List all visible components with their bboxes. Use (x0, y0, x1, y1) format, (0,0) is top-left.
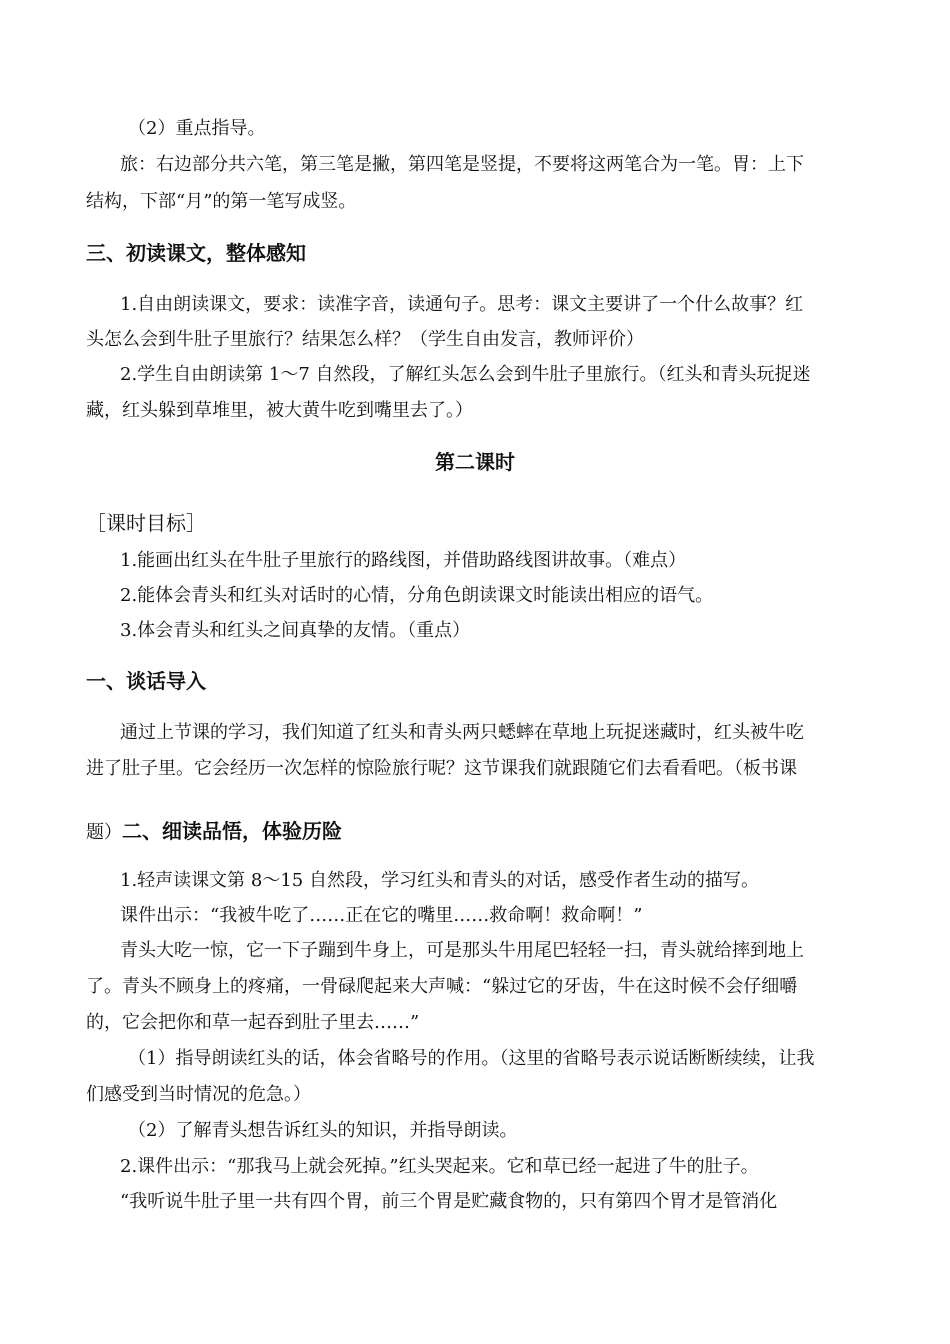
paragraph-line: 通过上节课的学习，我们知道了红头和青头两只蟋蟀在草地上玩捉迷藏时，红头被牛吃 (120, 722, 804, 743)
goals-title: ［课时目标］ (86, 511, 206, 535)
paragraph-line: 2.课件出示：“那我马上就会死掉。”红头哭起来。它和草已经一起进了牛的肚子。 (120, 1156, 759, 1177)
section-heading: 二、细读品悟，体验历险 (122, 819, 342, 843)
paragraph-line: 旅：右边部分共六笔，第三笔是撇，第四笔是竖提，不要将这两笔合为一笔。胃：上下 (120, 154, 804, 175)
paragraph-line: （2）了解青头想告诉红头的知识，并指导朗读。 (128, 1120, 518, 1141)
paragraph-line: 1.轻声读课文第 8～15 自然段，学习红头和青头的对话，感受作者生动的描写。 (120, 870, 759, 891)
paragraph-line: （2）重点指导。 (128, 118, 266, 139)
paragraph-line: 2.学生自由朗读第 1～7 自然段，了解红头怎么会到牛肚子里旅行。（红头和青头玩捉迷 (120, 364, 811, 385)
paragraph-line: 的，它会把你和草一起吞到肚子里去……” (86, 1012, 420, 1033)
paragraph-line: 青头大吃一惊，它一下子蹦到牛身上，可是那头牛用尾巴轻轻一扫，青头就给摔到地上 (120, 940, 804, 961)
paragraph-line: 藏，红头躲到草堆里，被大黄牛吃到嘴里去了。） (86, 400, 473, 421)
paragraph-line: 了。青头不顾身上的疼痛，一骨碌爬起来大声喊：“躲过它的牙齿，牛在这时候不会仔细嚼 (86, 976, 798, 997)
goal-item: 3.体会青头和红头之间真挚的友情。（重点） (120, 620, 471, 641)
paragraph-line: 进了肚子里。它会经历一次怎样的惊险旅行呢？这节课我们就跟随它们去看看吧。（板书课 (86, 758, 797, 779)
paragraph-line: “我听说牛肚子里一共有四个胃，前三个胃是贮藏食物的，只有第四个胃才是管消化 (120, 1191, 778, 1212)
paragraph-line: 结构，下部“月”的第一笔写成竖。 (86, 191, 357, 212)
section-heading: 三、初读课文，整体感知 (86, 241, 306, 265)
paragraph-line: 课件出示：“我被牛吃了……正在它的嘴里……救命啊！救命啊！” (120, 905, 643, 926)
section-heading: 一、谈话导入 (86, 669, 206, 693)
paragraph-fragment: 题） (86, 822, 122, 843)
lesson-title: 第二课时 (435, 450, 515, 474)
paragraph-line: 们感受到当时情况的危急。） (86, 1084, 311, 1105)
paragraph-line (86, 818, 342, 846)
paragraph-line: （1）指导朗读红头的话，体会省略号的作用。（这里的省略号表示说话断断续续，让我 (128, 1048, 815, 1069)
paragraph-line: 头怎么会到牛肚子里旅行？结果怎么样？（学生自由发言，教师评价） (86, 329, 644, 350)
paragraph-line: 1.自由朗读课文，要求：读准字音，读通句子。思考：课文主要讲了一个什么故事？红 (120, 294, 804, 315)
goal-item: 2.能体会青头和红头对话时的心情，分角色朗读课文时能读出相应的语气。 (120, 585, 714, 606)
goal-item: 1.能画出红头在牛肚子里旅行的路线图，并借助路线图讲故事。（难点） (120, 550, 687, 571)
